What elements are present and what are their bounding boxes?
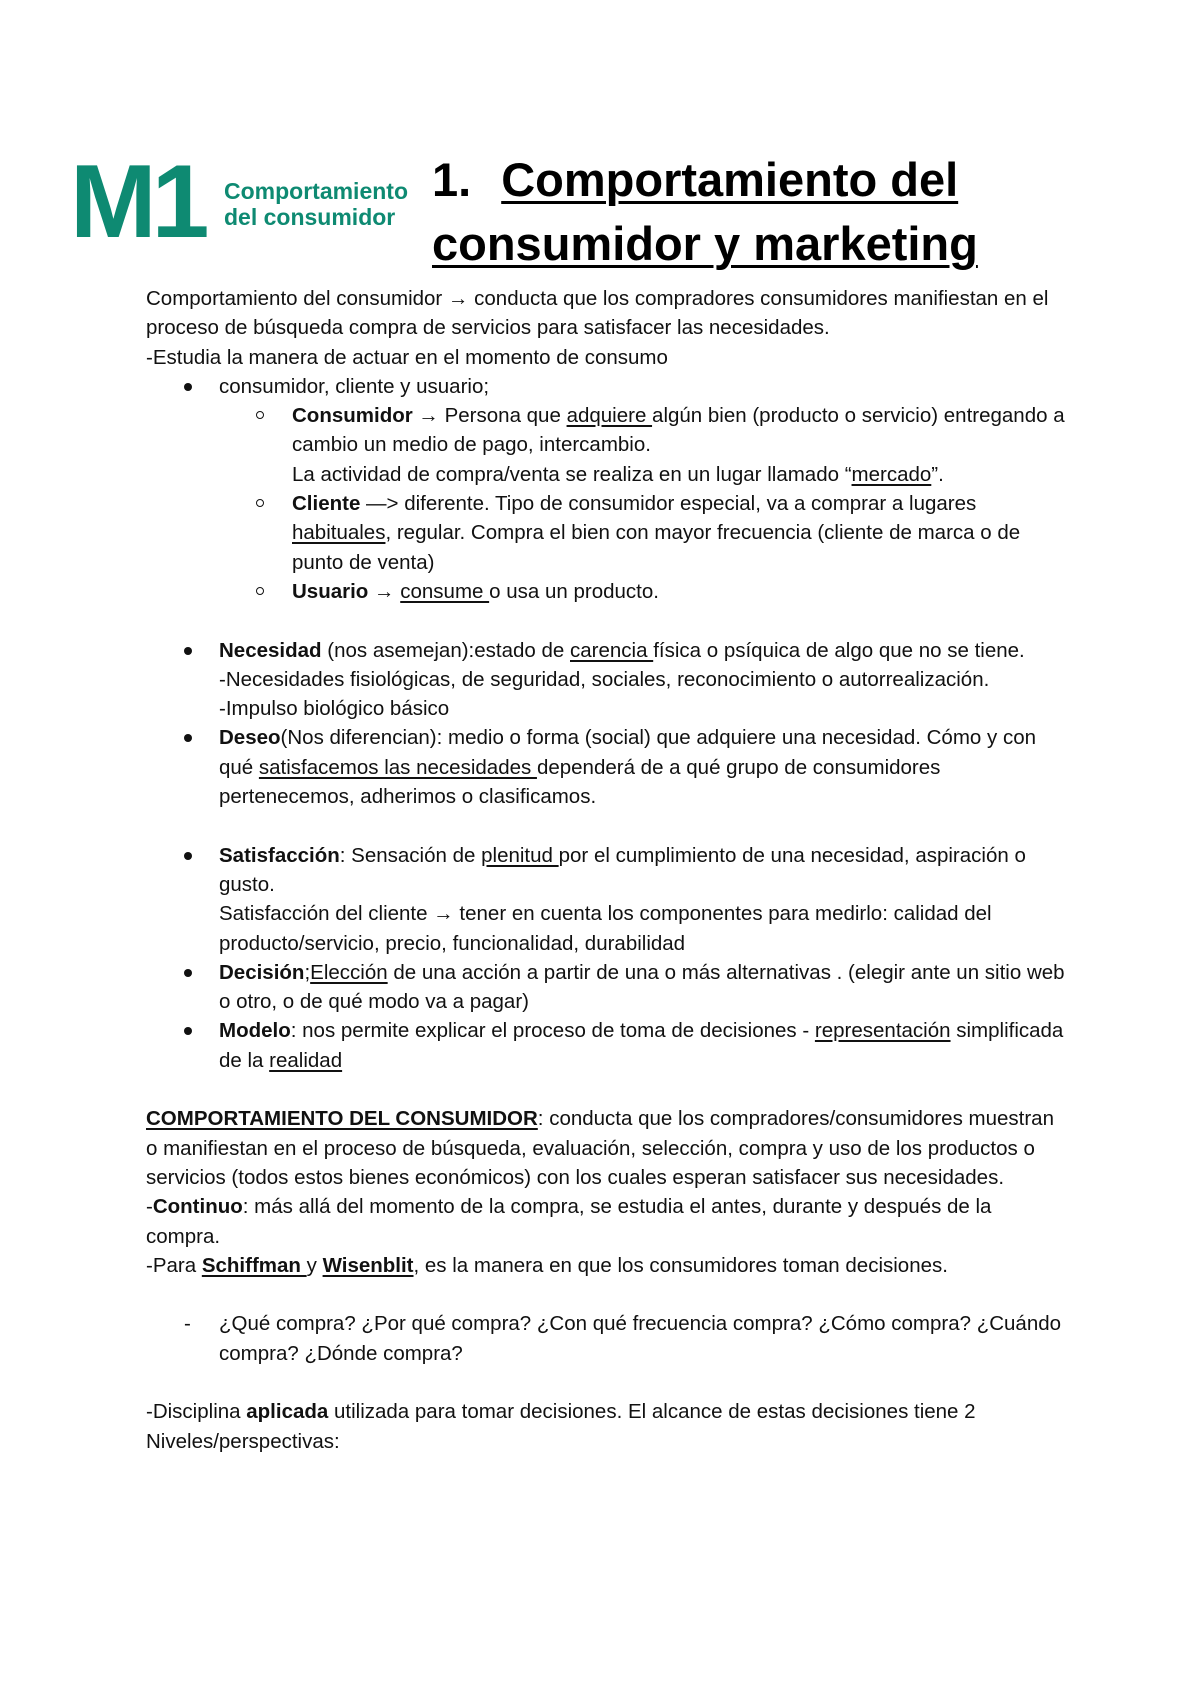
underlined-text: Elección	[310, 960, 388, 984]
section-term: COMPORTAMIENTO DEL CONSUMIDOR	[146, 1107, 538, 1131]
text: —> diferente. Tipo de consumidor especial, va a comprar a lugares	[360, 492, 977, 516]
text: : nos permite explicar el proceso de toma de decisiones -	[290, 1019, 815, 1043]
text: : conducta que los compradores/consumidores muestran o manifiestan en el proceso de búsqueda, evaluación, selección, compra y uso de los productos o servicios (todos estos bienes económicos) con los cuales esperan satisfacer sus necesidades.	[146, 1107, 1054, 1189]
logo-caption	[224, 178, 408, 230]
logo-caption-line2: del consumidor	[224, 204, 396, 230]
spacer	[146, 1280, 1066, 1309]
list-item-deseo	[146, 723, 1066, 811]
text: → Persona que	[412, 404, 567, 428]
text: de una acción a partir de una o más alternativas . (elegir ante un sitio web o otro, o de qué modo va a pagar)	[219, 960, 1065, 1014]
term-satisfaccion: Satisfacción	[219, 843, 340, 867]
list-item-cliente	[146, 489, 1066, 577]
text: La actividad de compra/venta se realiza en un lugar llamado “	[292, 462, 852, 486]
author-schiffman: Schiffman	[201, 1253, 307, 1277]
term-necesidad: Necesidad	[219, 638, 322, 662]
spacer	[146, 1075, 1066, 1104]
list-item-usuario	[146, 577, 1066, 606]
document-body	[146, 284, 1066, 1456]
list-item-types	[146, 372, 1066, 401]
term-deseo: Deseo	[219, 726, 281, 750]
text: algún bien (producto o servicio) entregando a cambio un medio de pago, intercambio.	[292, 404, 1065, 457]
text: simplificada de la	[219, 1019, 1064, 1072]
text: física o psíquica de algo que no se tiene.	[653, 638, 1025, 662]
underlined-text: habituales	[292, 521, 386, 545]
text: , regular. Compra el bien con mayor frecuencia (cliente de marca o de punto de venta)	[292, 521, 1021, 574]
text: (Nos diferencian): medio o forma (social) que adquiere una necesidad. Cómo y con qué	[219, 726, 1037, 779]
title-line2: consumidor y marketing	[432, 217, 978, 270]
list-item-consumidor	[146, 401, 1066, 489]
text: -Para	[146, 1253, 202, 1277]
text: ;	[304, 960, 311, 984]
list-item-satisfaccion	[146, 841, 1066, 958]
text: →	[368, 579, 401, 603]
term-modelo: Modelo	[219, 1019, 291, 1043]
list-item-decision	[146, 958, 1066, 1017]
section-definition	[146, 1104, 1066, 1192]
text: Satisfacción del cliente → tener en cuenta los componentes para medirlo: calidad del producto/servicio, precio, funcionalidad, durabilidad	[219, 902, 992, 955]
term-aplicada: aplicada	[246, 1400, 329, 1424]
text: por el cumplimiento de una necesidad, aspiración o gusto.	[219, 843, 1026, 896]
intro-paragraph: Comportamiento del consumidor → conducta que los compradores consumidores manifiestan en el proceso de búsqueda compra de servicios para satisfacer las necesidades.	[146, 287, 1049, 340]
text: -Necesidades fisiológicas, de seguridad, sociales, reconocimiento o autorrealización.	[219, 667, 990, 691]
text: , es la manera en que los consumidores toman decisiones.	[413, 1253, 948, 1277]
concepts-list	[146, 636, 1066, 812]
concepts-list-2	[146, 841, 1066, 1075]
types-label: consumidor, cliente y usuario;	[219, 374, 490, 398]
text: dependerá de a qué grupo de consumidores pertenecemos, adherimos o clasificamos.	[219, 755, 941, 809]
underlined-text: adquiere	[566, 404, 653, 428]
continuo-paragraph	[146, 1192, 1066, 1251]
text: y	[306, 1253, 323, 1277]
list-item-modelo	[146, 1016, 1066, 1075]
intro-note: -Estudia la manera de actuar en el momento de consumo	[146, 345, 668, 369]
page-title	[432, 148, 1072, 276]
title-line1: Comportamiento del	[501, 153, 959, 206]
underlined-text: consume	[400, 579, 490, 603]
module-logo	[70, 144, 430, 260]
underlined-text: plenitud	[481, 843, 559, 867]
text: -Disciplina	[146, 1400, 247, 1424]
text: o usa un producto.	[489, 579, 659, 603]
discipline-paragraph	[146, 1397, 1066, 1456]
title-number: 1.	[432, 153, 472, 206]
spacer	[146, 811, 1066, 840]
underlined-text: representación	[814, 1019, 951, 1043]
author-wisenblit: Wisenblit	[322, 1253, 414, 1277]
term-cliente: Cliente	[292, 492, 361, 516]
term-consumidor: Consumidor	[292, 404, 413, 428]
text: -	[146, 1195, 153, 1219]
authors-paragraph	[146, 1251, 1066, 1280]
text: ”.	[931, 462, 944, 486]
term-usuario: Usuario	[292, 579, 369, 603]
text: -Impulso biológico básico	[219, 697, 450, 721]
spacer	[146, 606, 1066, 635]
logo-mark: M1	[70, 144, 205, 260]
underlined-text: satisfacemos las necesidades	[258, 755, 537, 779]
logo-caption-line1: Comportamiento	[224, 178, 408, 204]
underlined-text: realidad	[269, 1048, 343, 1072]
spacer	[146, 1368, 1066, 1397]
questions-list	[146, 1309, 1066, 1368]
text: (nos asemejan):estado de	[321, 638, 570, 662]
text: : más allá del momento de la compra, se estudia el antes, durante y después de la compra.	[146, 1195, 992, 1248]
underlined-text: mercado	[851, 462, 932, 486]
underlined-text: carencia	[570, 638, 654, 662]
questions-item: - ¿Qué compra? ¿Por qué compra? ¿Con qué frecuencia compra? ¿Cómo compra? ¿Cuándo compra? ¿Dónde compra?	[146, 1309, 1066, 1368]
definitions-list	[146, 372, 1066, 606]
text: utilizada para tomar decisiones. El alcance de estas decisiones tiene 2 Niveles/perspectivas:	[146, 1400, 976, 1453]
term-decision: Decisión	[219, 960, 305, 984]
list-item-necesidad	[146, 636, 1066, 724]
term-continuo: Continuo	[152, 1195, 243, 1219]
text: : Sensación de	[339, 843, 482, 867]
